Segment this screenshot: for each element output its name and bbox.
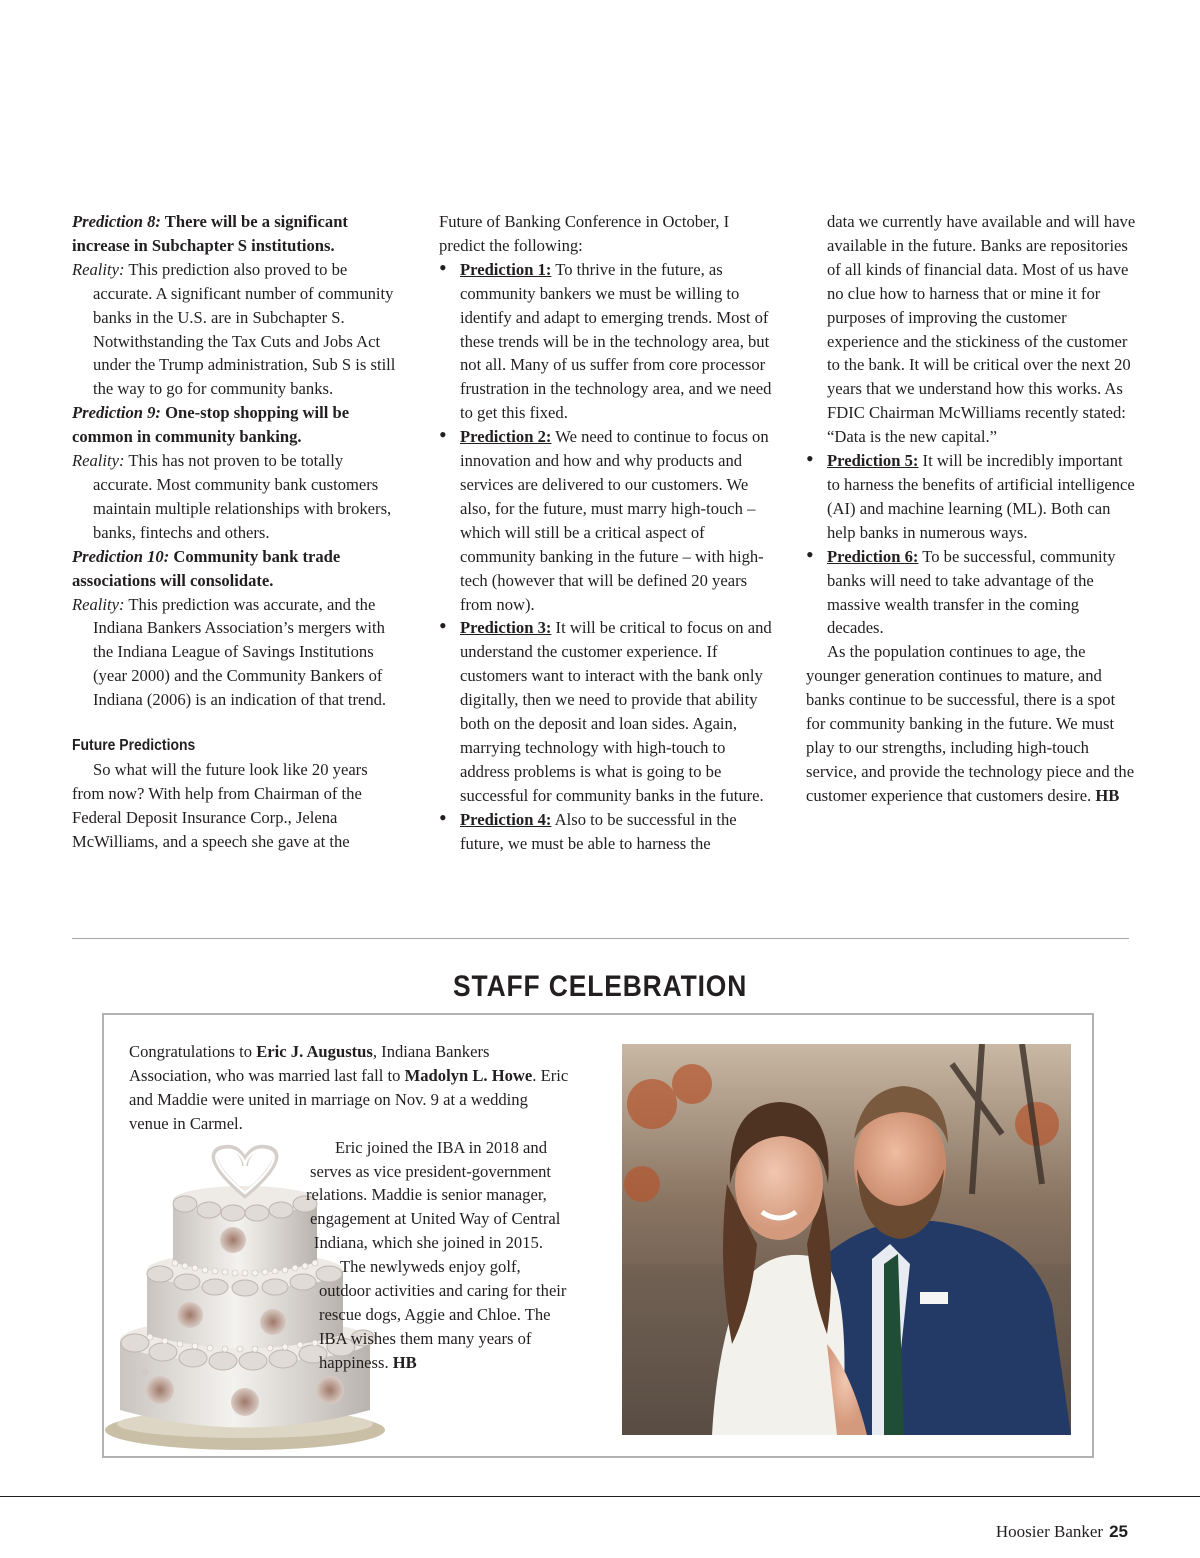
prediction-1: • Prediction 1: To thrive in the future, as community bankers we must be willing to identify and adapt to emerging trends. Most of these trends will be in the technology area, but not all. Many of us suffer from core processor frustration in the technology area, and we need to get this fixed.: [439, 258, 774, 425]
future-intro: Future of Banking Conference in October, I predict the following:: [439, 212, 730, 255]
prediction-9: Prediction 9: One-stop shopping will be common in community banking.: [72, 403, 350, 447]
prediction-8: Prediction 8: There will be a significant increase in Subchapter S institutions.: [72, 212, 348, 255]
prediction-5: • Prediction 5: It will be incredibly important to harness the benefits of artificial intelligence (AI) and machine learning (ML). Both can help banks in numerous ways.: [806, 449, 1136, 545]
prediction-10: Prediction 10: Community bank trade associations will consolidate.: [72, 546, 341, 590]
predictions-list: [439, 258, 774, 856]
congrats-paragraph: Congratulations to Eric J. Augustus, Indiana Bankers Association, who was married last fall to Madolyn L. Howe. Eric and Maddie were united in marriage on Nov. 9 at a wedding venue in Carmel.: [129, 1042, 569, 1133]
prediction-3: • Prediction 3: It will be critical to focus on and understand the customer experience. If customers want to interact with the bank only digitally, then we need to provide that ability both on the deposit and loan sides. Again, marrying technology with high-touch to address problems is what is going to be successful for community banks in the future.: [439, 616, 774, 807]
end-mark: HB: [392, 1352, 417, 1372]
section-divider: [72, 938, 1129, 939]
future-predictions-heading: Future Predictions: [72, 737, 196, 755]
closing-paragraph: As the population continues to age, the younger generation continues to mature, and banks continue to be successful, there is a spot for community banking in the future. We must play to our strengths, including high-touch service, and provide the technology piece and the customer experience that customers desire. HB: [806, 642, 1135, 805]
prediction-6: • Prediction 6: To be successful, community banks will need to take advantage of the massive wealth transfer in the coming decades.: [806, 545, 1136, 641]
reality-9: Reality: This has not proven to be totally accurate. Most community bank customers maintain multiple relationships with brokers, banks, fintechs and others.: [72, 451, 392, 542]
reality-10: Reality: This prediction was accurate, and the Indiana Bankers Association’s mergers with the Indiana League of Savings Institutions (year 2000) and the Community Bankers of Indiana (2006) is an indication of that trend.: [72, 594, 387, 710]
predictions-list-continued: [806, 449, 1136, 640]
article-column-2: [439, 210, 774, 855]
prediction-4: • Prediction 4: Also to be successful in the future, we must be able to harness the: [439, 808, 774, 856]
page-footer: [996, 1522, 1128, 1542]
future-predictions-paragraph: So what will the future look like 20 years from now? With help from Chairman of the Federal Deposit Insurance Corp., Jelena McWilliams, and a speech she gave at the: [72, 760, 368, 851]
bride-name: Madolyn L. Howe: [404, 1065, 533, 1085]
prediction-2: • Prediction 2: We need to continue to focus on innovation and how and why products and services are delivered to our customers. We also, for the future, must marry high-touch – which will still be a critical aspect of community banking in the future – with high-tech (however that will be defined 20 years from now).: [439, 425, 774, 616]
staff-celebration-text: [129, 1040, 599, 1474]
groom-name: Eric J. Augustus: [256, 1042, 373, 1061]
prediction-4-continued: data we currently have available and will have available in the future. Banks are repositories of all kinds of financial data. Most of us have no clue how to harness that or mine it for purposes of improving the customer experience and the stickiness of the customer to the bank. It will be critical over the next 20 years that we understand how this works. As FDIC Chairman McWilliams recently stated: “Data is the new capital.”: [827, 212, 1136, 447]
article-column-1: [72, 210, 402, 854]
publication-name: Hoosier Banker: [995, 1522, 1104, 1541]
cake-wrap-spacer: [129, 1136, 319, 1474]
page-number: 25: [1109, 1522, 1128, 1541]
footer-rule: [0, 1496, 1200, 1497]
reality-8: Reality: This prediction also proved to be accurate. A significant number of community banks in the U.S. are in Subchapter S. Notwithstanding the Tax Cuts and Jobs Act under the Trump administration, Sub S is still the way to go for community banks.: [72, 259, 396, 399]
career-paragraph: Eric joined the IBA in 2018 and serves as vice president-government relations. Maddie is senior manager, engagement at United Way of Central Indiana, which she joined in 2015.: [306, 1137, 561, 1253]
couple-photo: [622, 1044, 1071, 1435]
end-mark: HB: [1095, 785, 1120, 805]
staff-celebration-heading: STAFF CELEBRATION: [452, 970, 748, 1003]
hobbies-paragraph: The newlyweds enjoy golf, outdoor activities and caring for their rescue dogs, Aggie and Chloe. The IBA wishes them many years of happiness. HB: [319, 1257, 567, 1372]
article-column-3: [806, 210, 1136, 808]
